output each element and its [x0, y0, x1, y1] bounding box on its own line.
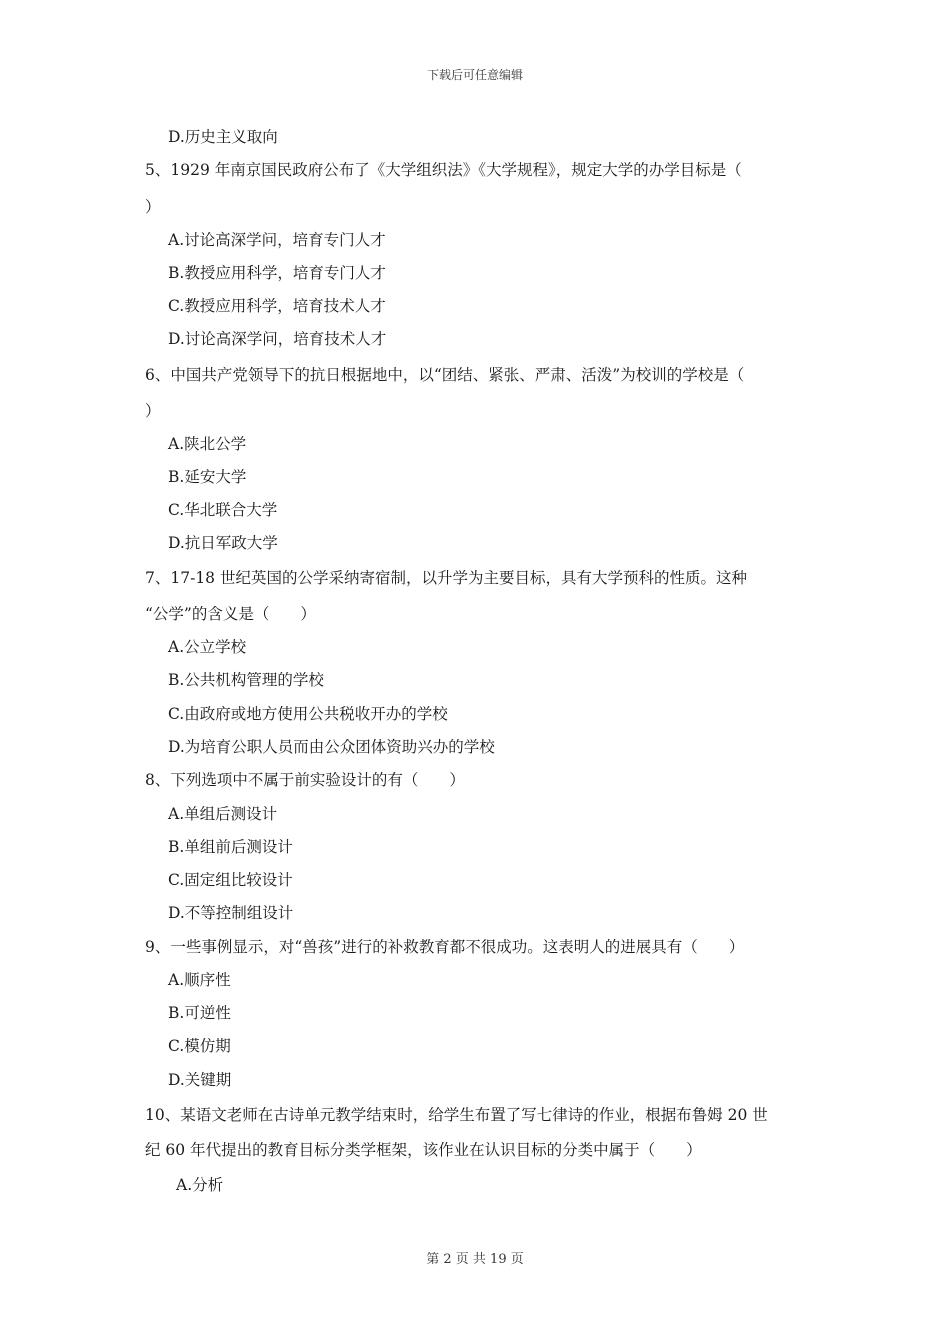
option-line: B.延安大学: [168, 468, 247, 486]
option-line: B.可逆性: [168, 1004, 231, 1022]
option-line: C.由政府或地方使用公共税收开办的学校: [168, 705, 448, 723]
option-line: A.单组后测设计: [168, 805, 278, 823]
question-7-continuation: “公学”的含义是（ ）: [145, 605, 316, 623]
page-footer: 第 2 页 共 19 页: [426, 1252, 524, 1267]
question-6: 6、中国共产党领导下的抗日根据地中，以“团结、紧张、严肃、活泼”为校训的学校是（: [145, 366, 745, 384]
question-6-continuation: ）: [145, 402, 161, 420]
option-line: D.历史主义取向: [168, 128, 278, 146]
question-9: 9、一些事例显示，对“兽孩”进行的补救教育都不很成功。这表明人的进展具有（ ）: [145, 938, 745, 956]
question-10-continuation: 纪 60 年代提出的教育目标分类学框架，该作业在认识目标的分类中属于（ ）: [145, 1141, 702, 1159]
option-line: B.单组前后测设计: [168, 838, 293, 856]
option-line: A.陕北公学: [168, 435, 247, 453]
option-line: D.抗日军政大学: [168, 534, 278, 552]
option-line: C.固定组比较设计: [168, 871, 293, 889]
option-line: A.讨论高深学问，培育专门人才: [168, 231, 386, 249]
option-line: D.为培育公职人员而由公众团体资助兴办的学校: [168, 738, 495, 756]
question-5: 5、1929 年南京国民政府公布了《大学组织法》《大学规程》，规定大学的办学目标是（: [145, 161, 742, 179]
option-line: A.顺序性: [168, 971, 231, 989]
option-line: B.公共机构管理的学校: [168, 671, 324, 689]
option-line: B.教授应用科学，培育专门人才: [168, 264, 386, 282]
option-line: D.不等控制组设计: [168, 904, 294, 922]
option-line: C.华北联合大学: [168, 501, 278, 519]
question-5-continuation: ）: [145, 198, 161, 216]
option-line: D.关键期: [168, 1071, 232, 1089]
option-line: D.讨论高深学问，培育技术人才: [168, 330, 387, 348]
option-line: A.公立学校: [168, 638, 247, 656]
question-10: 10、某语文老师在古诗单元教学结束时，给学生布置了写七律诗的作业，根据布鲁姆 20 世: [145, 1106, 768, 1124]
question-7: 7、17-18 世纪英国的公学采纳寄宿制，以升学为主要目标，具有大学预科的性质。这种: [145, 569, 747, 587]
option-line: C.模仿期: [168, 1037, 231, 1055]
page-header: 下载后可任意编辑: [426, 68, 523, 82]
option-line: A.分析: [176, 1176, 224, 1194]
question-8: 8、下列选项中不属于前实验设计的有（ ）: [145, 771, 465, 789]
option-line: C.教授应用科学，培育技术人才: [168, 297, 386, 315]
